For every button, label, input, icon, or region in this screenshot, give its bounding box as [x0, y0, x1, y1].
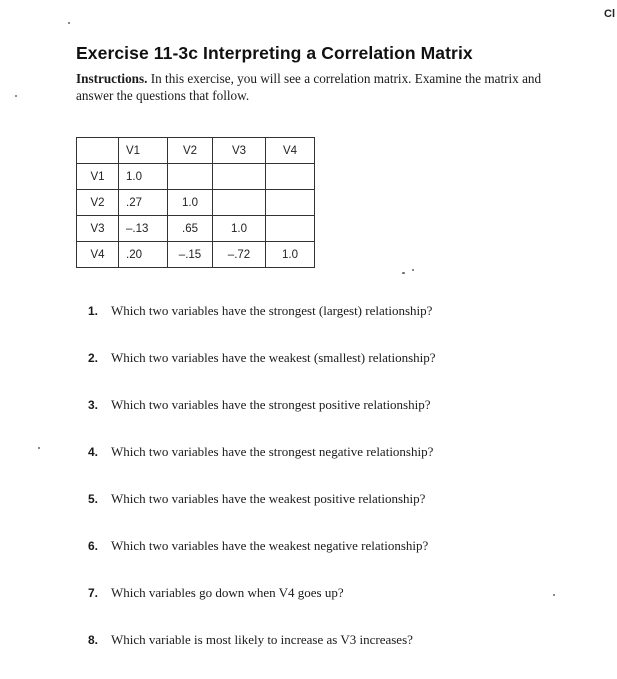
speck [68, 22, 70, 24]
speck [553, 594, 555, 596]
matrix-header-cell: V2 [168, 138, 213, 164]
question-item [88, 350, 436, 397]
question-item [88, 538, 436, 585]
matrix-cell: .20 [119, 242, 168, 268]
matrix-cell: 1.0 [213, 216, 266, 242]
question-list [88, 303, 436, 679]
matrix-header-cell: V1 [119, 138, 168, 164]
question-text: Which two variables have the strongest negative relationship? [111, 444, 434, 459]
question-text: Which variable is most likely to increase as V3 increases? [111, 632, 413, 647]
question-item [88, 585, 436, 632]
matrix-header-row [77, 138, 315, 164]
question-number: 4. [88, 445, 99, 459]
matrix-cell: –.13 [119, 216, 168, 242]
question-item [88, 444, 436, 491]
instructions-label: Instructions. [76, 71, 148, 86]
matrix-cell [168, 164, 213, 190]
matrix-row [77, 216, 315, 242]
matrix-cell: 1.0 [266, 242, 315, 268]
speck [38, 447, 40, 449]
question-text: Which two variables have the strongest positive relationship? [111, 397, 431, 412]
question-number: 1. [88, 304, 99, 318]
question-number: 6. [88, 539, 99, 553]
matrix-header-cell: V3 [213, 138, 266, 164]
matrix-cell: 1.0 [119, 164, 168, 190]
matrix-cell: –.15 [168, 242, 213, 268]
question-number: 5. [88, 492, 99, 506]
matrix-header-cell: V4 [266, 138, 315, 164]
question-number: 8. [88, 633, 99, 647]
question-text: Which two variables have the weakest negative relationship? [111, 538, 429, 553]
speck [412, 269, 414, 271]
question-item [88, 303, 436, 350]
page-title: Exercise 11-3c Interpreting a Correlation Matrix [76, 43, 473, 63]
question-item [88, 397, 436, 444]
matrix-corner-cell [77, 138, 119, 164]
matrix-row [77, 190, 315, 216]
matrix-cell [213, 164, 266, 190]
speck [402, 272, 405, 274]
matrix-row [77, 164, 315, 190]
question-item [88, 632, 436, 679]
question-text: Which variables go down when V4 goes up? [111, 585, 344, 600]
question-text: Which two variables have the weakest positive relationship? [111, 491, 426, 506]
matrix-cell [266, 190, 315, 216]
matrix-cell: –.72 [213, 242, 266, 268]
corner-label: Cl [604, 8, 615, 20]
question-number: 3. [88, 398, 99, 412]
matrix-cell [266, 216, 315, 242]
matrix-cell: .65 [168, 216, 213, 242]
matrix-cell: .27 [119, 190, 168, 216]
matrix-row-label: V1 [77, 164, 119, 190]
correlation-matrix [76, 137, 315, 268]
question-number: 7. [88, 586, 99, 600]
instructions [76, 70, 576, 104]
question-text: Which two variables have the strongest (largest) relationship? [111, 303, 433, 318]
matrix-row-label: V2 [77, 190, 119, 216]
question-item [88, 491, 436, 538]
matrix-row-label: V3 [77, 216, 119, 242]
matrix-cell: 1.0 [168, 190, 213, 216]
matrix-cell [266, 164, 315, 190]
question-text: Which two variables have the weakest (smallest) relationship? [111, 350, 436, 365]
matrix-cell [213, 190, 266, 216]
question-number: 2. [88, 351, 99, 365]
matrix-row-label: V4 [77, 242, 119, 268]
instructions-text: In this exercise, you will see a correlation matrix. Examine the matrix and answer the questions that follow. [76, 71, 542, 103]
speck [15, 95, 17, 97]
matrix-row [77, 242, 315, 268]
